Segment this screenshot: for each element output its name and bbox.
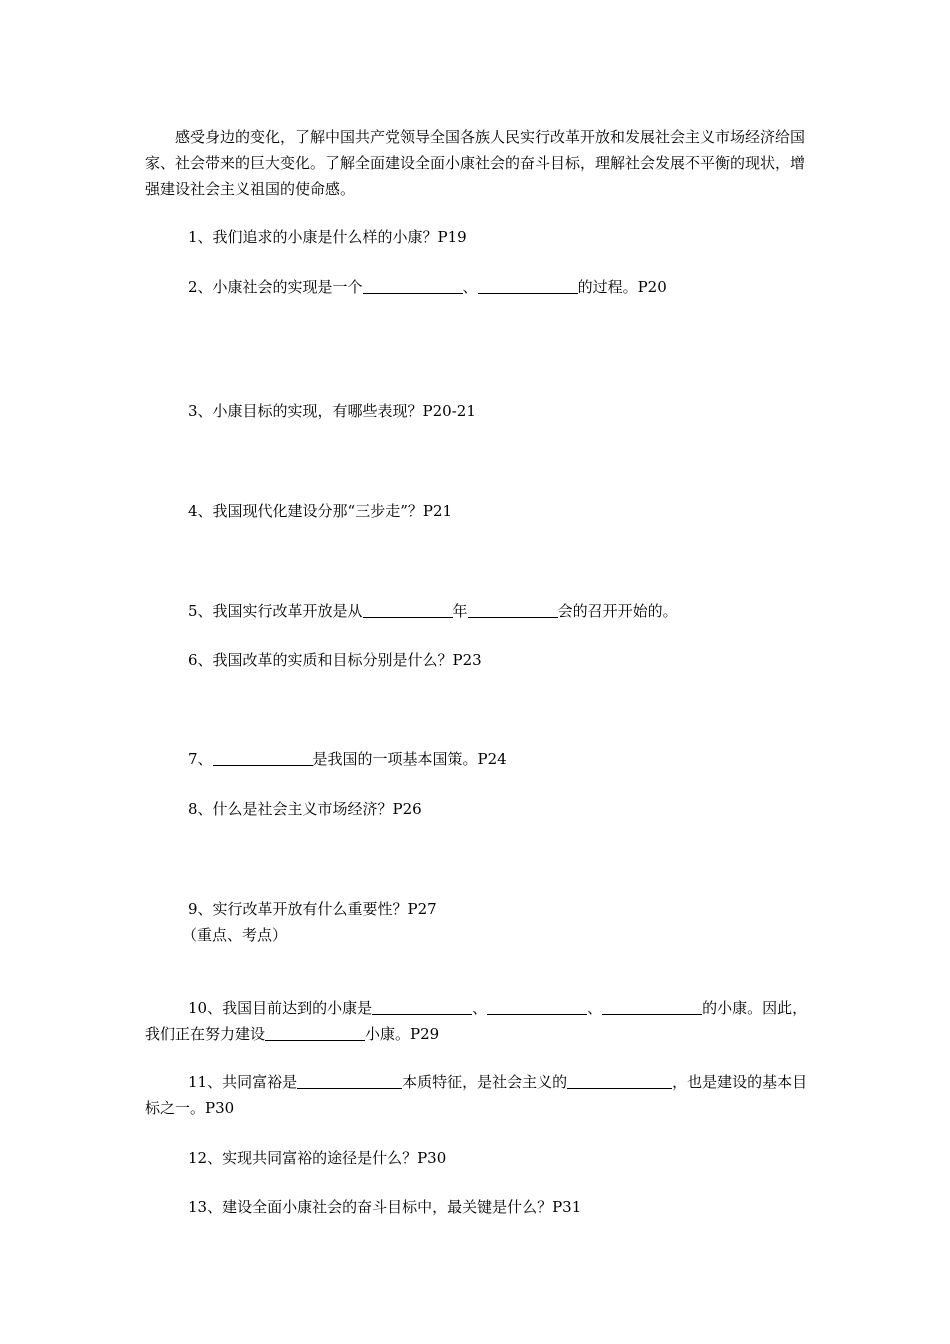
question-5-text-c: 会的召开开始的。 [557,602,678,620]
fill-blank [213,749,313,766]
question-12: 12、实现共同富裕的途径是什么？P30 [188,1149,447,1167]
question-10-text-e: 小康。P29 [365,1025,440,1043]
fill-blank [487,998,587,1015]
question-7 [188,748,507,770]
question-11 [145,1069,815,1121]
fill-blank [602,998,702,1015]
question-5-text-b: 年 [452,602,468,620]
question-10 [145,995,815,1047]
question-10-text-a: 10、我国目前达到的小康是 [188,999,373,1017]
fill-blank [363,277,463,294]
fill-blank [468,601,558,618]
question-2-text-b: 、 [462,278,478,296]
question-5-text-a: 5、我国实行改革开放是从 [188,602,363,620]
question-11-text-c: ，也是建设的基本目标之一。P30 [145,1073,808,1117]
question-9: 9、实行改革开放有什么重要性？P27 [188,900,437,918]
question-1: 1、我们追求的小康是什么样的小康？P19 [188,228,467,246]
question-10-text-b: 、 [472,999,488,1017]
question-6: 6、我国改革的实质和目标分别是什么？P23 [188,651,482,669]
fill-blank [363,601,453,618]
fill-blank [372,998,472,1015]
question-10-text-d: 的小康。因此，我们正在努力建设 [145,999,808,1043]
question-7-text-b: 是我国的一项基本国策。P24 [312,750,507,768]
fill-blank [478,277,578,294]
question-13: 13、建设全面小康社会的奋斗目标中，最关键是什么？P31 [188,1198,582,1216]
question-2-text-a: 2、小康社会的实现是一个 [188,278,363,296]
question-2 [188,276,667,298]
question-11-text-a: 11、共同富裕是 [188,1073,298,1091]
fill-blank [567,1072,672,1089]
question-4: 4、我国现代化建设分那“三步走”？P21 [188,502,453,520]
intro-paragraph: 感受身边的变化，了解中国共产党领导全国各族人民实行改革开放和发展社会主义市场经济给国家、社会带来的巨大变化。了解全面建设全面小康社会的奋斗目标，理解社会发展不平衡的现状，增强建设社会主义祖国的使命感。 [145,128,806,198]
fill-blank [265,1024,365,1041]
question-8: 8、什么是社会主义市场经济？P26 [188,800,422,818]
question-11-text-b: 本质特征，是社会主义的 [402,1073,568,1091]
fill-blank [297,1072,402,1089]
question-7-text-a: 7、 [188,750,213,768]
question-3: 3、小康目标的实现，有哪些表现？P20-21 [188,402,476,420]
question-10-text-c: 、 [587,999,603,1017]
question-2-text-c: 的过程。P20 [577,278,667,296]
question-9-note: （重点、考点） [182,926,288,944]
question-5 [188,600,678,622]
